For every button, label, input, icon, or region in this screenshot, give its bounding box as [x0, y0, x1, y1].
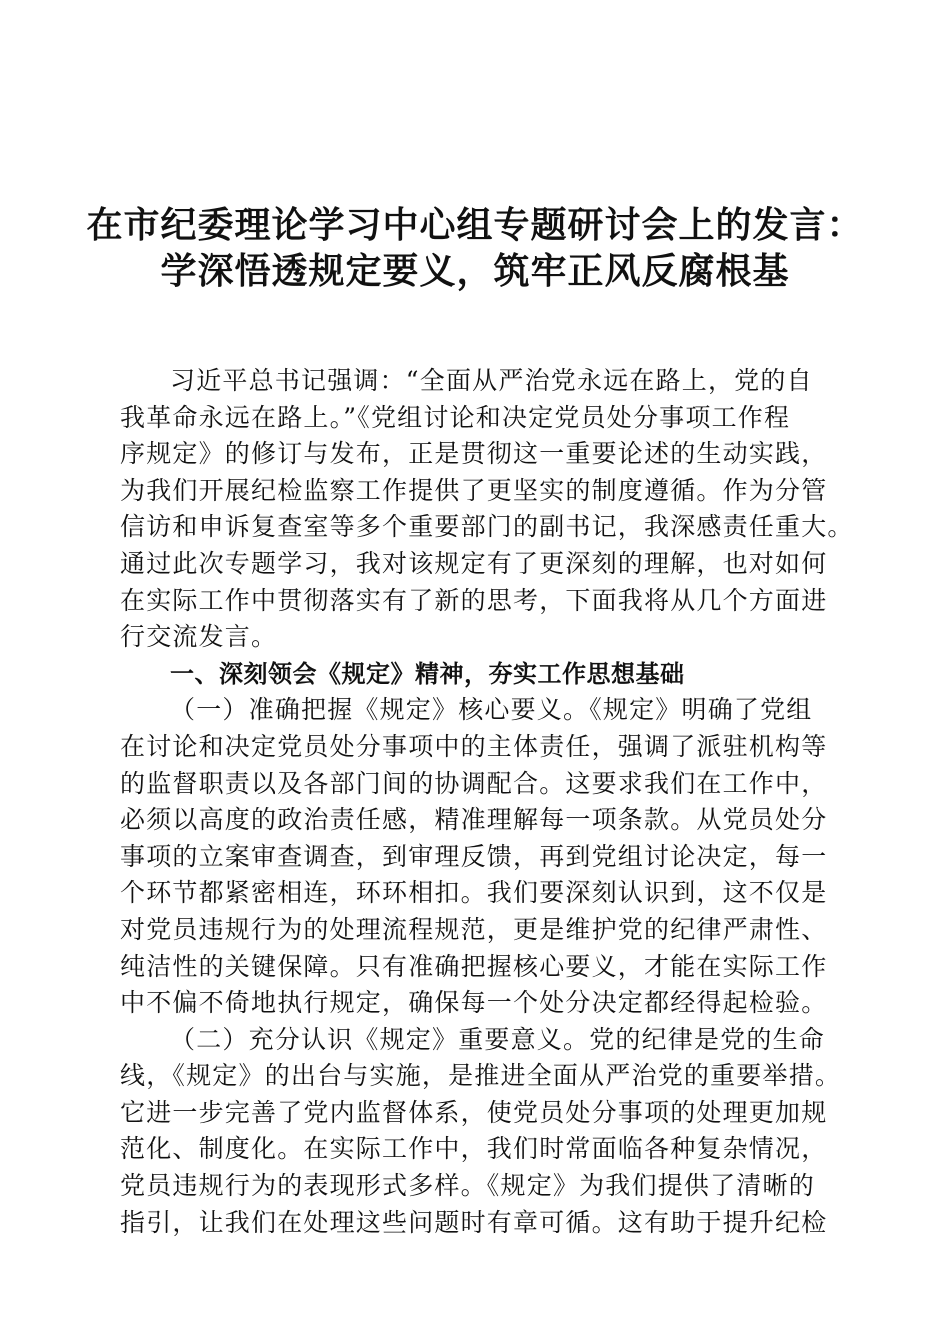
paragraph-line: 习近平总书记强调：“全面从严治党永远在路上，党的自 [170, 366, 813, 395]
paragraph-line: 中不偏不倚地执行规定，确保每一个处分决定都经得起检验。 [120, 988, 828, 1018]
paragraph-line: 党员违规行为的表现形式多样。《规定》为我们提供了清晰的 [120, 1171, 815, 1201]
paragraph-line: 序规定》的修订与发布，正是贯彻这一重要论述的生动实践， [120, 439, 828, 469]
title-line-1: 在市纪委理论学习中心组专题研讨会上的发言： [86, 205, 864, 246]
paragraph-line: 范化、制度化。在实际工作中，我们时常面临各种复杂情况， [120, 1134, 828, 1164]
paragraph-line: （一）准确把握《规定》核心要义。《规定》明确了党组 [170, 695, 813, 725]
paragraph-line: 事项的立案审查调查，到审理反馈，再到党组讨论决定，每一 [120, 841, 828, 871]
paragraph-line: 我革命永远在路上。”《党组讨论和决定党员处分事项工作程 [120, 402, 791, 432]
paragraph-line: 通过此次专题学习，我对该规定有了更深刻的理解，也对如何 [120, 548, 828, 578]
paragraph-line: 在讨论和决定党员处分事项中的主体责任，强调了派驻机构等 [120, 731, 828, 761]
paragraph-line: （二）充分认识《规定》重要意义。党的纪律是党的生命 [170, 1024, 826, 1054]
document-body [120, 363, 854, 1241]
paragraph-line: 为我们开展纪检监察工作提供了更坚实的制度遵循。作为分管 [120, 475, 828, 505]
paragraph-line: 在实际工作中贯彻落实有了新的思考，下面我将从几个方面进 [120, 585, 828, 615]
paragraph-line: 的监督职责以及各部门间的协调配合。这要求我们在工作中， [120, 768, 828, 798]
paragraph-line: 纯洁性的关键保障。只有准确把握核心要义，才能在实际工作 [120, 951, 828, 981]
paragraph-line: 对党员违规行为的处理流程规范，更是维护党的纪律严肃性、 [120, 914, 828, 944]
paragraph-line: 它进一步完善了党内监督体系，使党员处分事项的处理更加规 [120, 1097, 828, 1127]
title-line-2: 学深悟透规定要义，筑牢正风反腐根基 [160, 251, 790, 292]
paragraph-line: 必须以高度的政治责任感，精准理解每一项条款。从党员处分 [120, 805, 828, 835]
paragraph-line: 指引，让我们在处理这些问题时有章可循。这有助于提升纪检 [120, 1207, 828, 1237]
section-heading: 一、深刻领会《规定》精神，夯实工作思想基础 [170, 659, 685, 688]
paragraph-line: 线，《规定》的出台与实施，是推进全面从严治党的重要举措。 [120, 1061, 842, 1091]
paragraph-line: 信访和申诉复查室等多个重要部门的副书记，我深感责任重大。 [120, 512, 854, 542]
paragraph-line: 行交流发言。 [120, 622, 278, 652]
paragraph-line: 个环节都紧密相连，环环相扣。我们要深刻认识到，这不仅是 [120, 878, 828, 908]
